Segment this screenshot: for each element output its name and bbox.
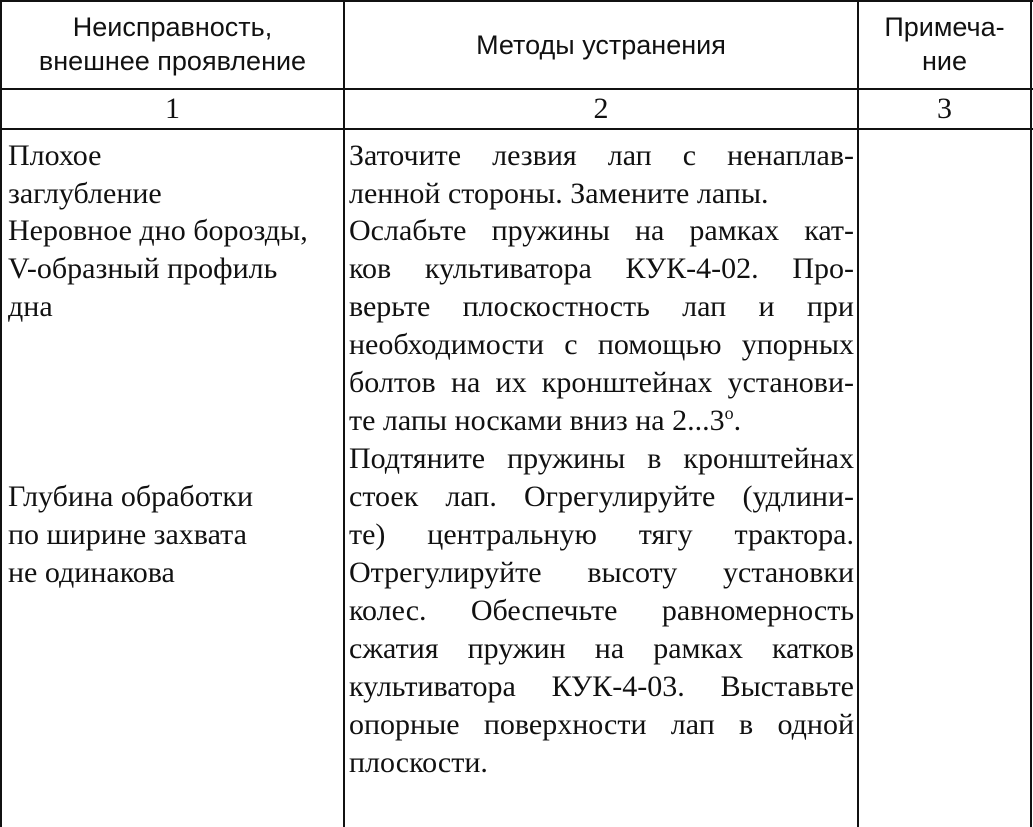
header-col3 (859, 10, 1030, 78)
method-line-tail: . (733, 404, 742, 437)
method-line: Заточите лезвия лап с ненаплав- (349, 139, 854, 172)
header-col3-line2: ние (921, 46, 967, 76)
degree-superscript: о (724, 403, 734, 423)
table-top-border (0, 0, 1033, 2)
header-col2-line1: Методы устранения (476, 30, 726, 60)
table-right-border (1030, 0, 1032, 827)
fault-line: Плохое (8, 139, 102, 172)
method-line-with-degree (349, 402, 741, 440)
header-col1-line2: внешнее проявление (38, 46, 307, 76)
method-line: ков культиватора КУК-4-02. Про- (349, 252, 854, 285)
header-col1 (2, 10, 343, 78)
method-line: стоек лап. Огрегулируйте (удлини- (349, 480, 854, 513)
method-line: сжатия пружин на рамках катков (349, 632, 854, 665)
header-bottom-border (0, 88, 1033, 90)
method-line: Отрегулируйте высоту установки (349, 556, 854, 589)
fault-line: по ширине захвата (8, 518, 247, 551)
method-line: необходимости с помощью упорных (349, 328, 854, 361)
column-number-1: 1 (165, 92, 180, 125)
header-col1-line1: Неисправность, (72, 12, 273, 42)
method-line: верьте плоскостность лап и при (349, 290, 854, 323)
method-line: Подтяните пружины в кронштейнах (349, 442, 854, 475)
fault-line: Глубина обработки (8, 480, 254, 513)
method-line-text: те лапы носками вниз на 2...3 (349, 404, 725, 437)
method-line: опорные поверхности лап в одной (349, 708, 854, 741)
method-line: Ослабьте пружины на рамках кат- (349, 214, 854, 247)
header-col3-line1: Примеча- (884, 12, 1005, 42)
fault-line: заглубление (8, 177, 162, 210)
fault-line: дна (8, 290, 53, 323)
header-col2 (345, 28, 857, 62)
method-line: культиватора КУК-4-03. Выставьте (349, 670, 854, 703)
numbers-bottom-border (0, 128, 1033, 130)
fault-line: V-образный профиль (8, 252, 278, 285)
column-number-2: 2 (593, 92, 609, 125)
method-line: те) центральную тягу трактора. (349, 518, 854, 551)
method-line: колес. Обеспечьте равномерность (349, 594, 854, 627)
fault-line: не одинакова (8, 556, 175, 589)
column-number-3: 3 (937, 92, 952, 125)
method-line: ленной стороны. Замените лапы. (349, 177, 769, 210)
fault-line: Неровное дно борозды, (8, 214, 308, 247)
method-line: плоскости. (349, 746, 488, 779)
method-line: болтов на их кронштейнах установи- (349, 366, 854, 399)
